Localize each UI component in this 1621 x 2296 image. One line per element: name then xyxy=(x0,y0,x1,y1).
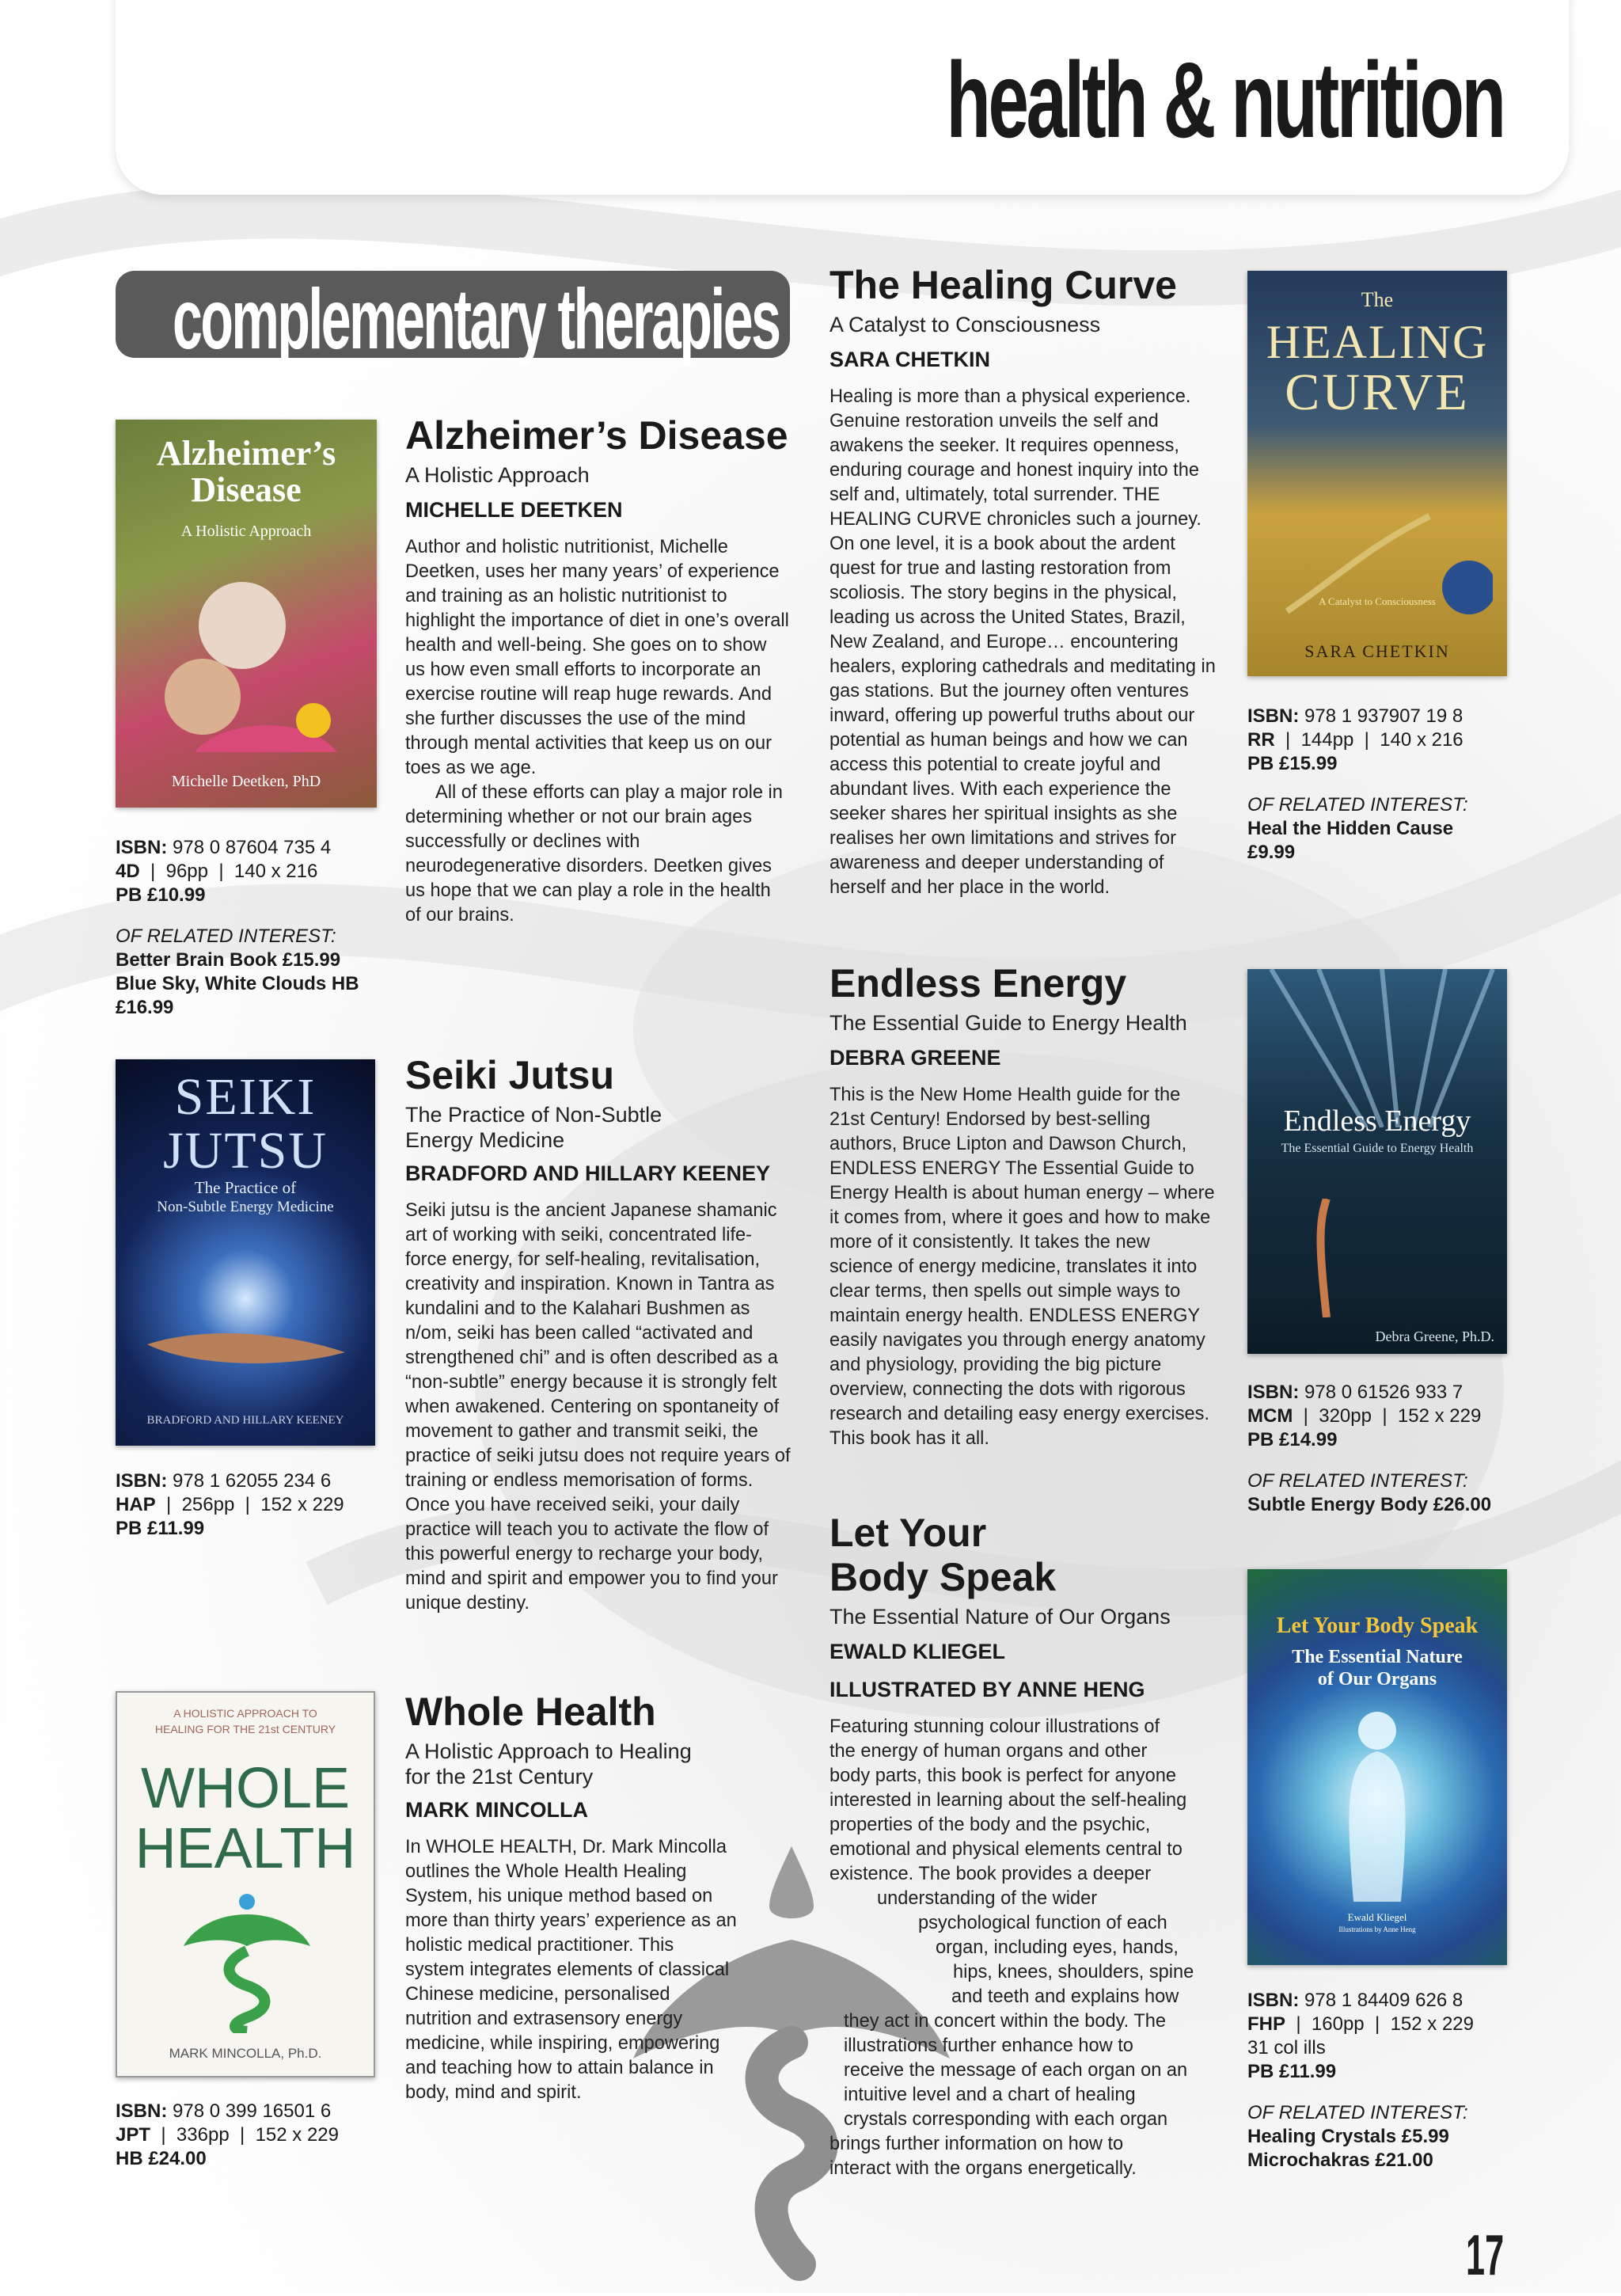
description-line: emotional and physical elements central to xyxy=(829,1839,1183,1860)
related-item: Blue Sky, White Clouds HB xyxy=(116,973,359,994)
book-author: SARA CHETKIN xyxy=(829,348,991,371)
trim-size: 152 x 229 xyxy=(1397,1405,1482,1427)
book-cover-seiki-jutsu xyxy=(116,1059,375,1446)
book-title: Endless Energy xyxy=(829,961,1127,1005)
publisher-code: JPT xyxy=(116,2124,151,2146)
page-count: 144pp xyxy=(1300,729,1354,751)
description-paragraph: All of these efforts can play a major role in determining whether or not our brain ages successfully or declines with neurodegenerative disorders. Deetken gives us hope that we can play a role in the health of our brains. xyxy=(405,782,783,926)
description-line: psychological function of each xyxy=(918,1913,1167,1933)
description-line: interact with the organs energetically. xyxy=(829,2158,1137,2179)
book-author: MARK MINCOLLA xyxy=(405,1798,588,1822)
cover-title: HEALTH xyxy=(135,1817,356,1880)
book-title: Body Speak xyxy=(829,1555,1057,1599)
description-line: body parts, this book is perfect for anyone xyxy=(829,1766,1177,1786)
isbn-value: 978 0 87604 735 4 xyxy=(173,837,332,858)
book-subtitle: A Holistic Approach to Healing for the 21st Century xyxy=(405,1739,692,1789)
isbn-label: ISBN: xyxy=(116,1470,168,1492)
description-line: Featuring stunning colour illustrations of xyxy=(829,1716,1160,1737)
related-item: Heal the Hidden Cause xyxy=(1247,818,1454,839)
book-title: Seiki Jutsu xyxy=(405,1053,614,1097)
description-line: illustrations further enhance how to xyxy=(844,2036,1133,2056)
book-subtitle: The Practice of Non-Subtle Energy Medicine xyxy=(405,1103,662,1152)
cover-title: CURVE xyxy=(1285,363,1470,421)
cover-title: HEALING xyxy=(1266,316,1489,368)
description-paragraph: Healing is more than a physical experience. Genuine restoration unveils the self and awakens the seeker. It requires openness, enduring courage and honest inquiry into the self and, ultimately, total surrender. THE HEALING CURVE chronicles such a journey. On one level, it is a book about the ardent quest for true and lasting restoration from scoliosis. The story begins in the physical, leading us across the United States, Brazil, New Zealand, and Europe… encountering healers, exploring cathedrals and meditating in gas stations. But the journey often ventures inward, offering up powerful truths about our potential as human beings and how we can access this potential to create joyful and abundant lives. With each experience the seeker shares her spiritual insights as she realises her own limitations and strives for awareness and deeper understanding of herself and her place in the world. xyxy=(829,386,1216,898)
cover-tagline: A HOLISTIC APPROACH TO xyxy=(173,1707,317,1720)
book-illustrator: ILLUSTRATED BY ANNE HENG xyxy=(829,1678,1145,1701)
cover-title: Endless Energy xyxy=(1283,1104,1471,1138)
book-author: BRADFORD AND HILLARY KEENEY xyxy=(405,1161,771,1185)
description-line: and teeth and explains how xyxy=(951,1986,1179,2007)
cover-author: Debra Greene, Ph.D. xyxy=(1375,1329,1494,1344)
description-line: the energy of human organs and other xyxy=(829,1741,1148,1762)
description-line: brings further information on how to xyxy=(829,2134,1124,2154)
book-subtitle: A Holistic Approach xyxy=(405,463,590,487)
description-paragraph: Author and holistic nutritionist, Michelle Deetken, uses her many years’ of experience and training as an holistic nutritionist to highlight the importance of diet in one’s overall health and well-being. She goes on to show us how even small efforts to incorporate an exercise routine will reap huge rewards. And she further discusses the use of the mind through mental activities that keep us on our toes as we age. xyxy=(405,537,789,778)
book-description xyxy=(829,385,1217,900)
cover-title: Alzheimer’s Disease xyxy=(156,434,336,509)
format-price: PB £14.99 xyxy=(1247,1429,1338,1450)
description-line: crystals corresponding with each organ xyxy=(844,2109,1168,2130)
cover-author: BRADFORD AND HILLARY KEENEY xyxy=(146,1414,344,1427)
related-item: Healing Crystals £5.99 xyxy=(1247,2126,1449,2147)
book-title: Whole Health xyxy=(405,1690,656,1734)
cover-title: JUTSU xyxy=(162,1122,328,1180)
caduceus-icon xyxy=(184,1891,310,2033)
section-title: complementary therapies xyxy=(173,271,780,367)
cover-title: The xyxy=(1361,288,1394,311)
description-paragraph: In WHOLE HEALTH, Dr. Mark Mincolla outlines the Whole Health Healing System, his unique method based on more than thirty years’ experience as an holistic medical practitioner. This system integrates elements of classical Chinese medicine, personalised nutrition and extrasensory energy medicine, while inspiring, empowering and teaching how to attain balance in body, mind and spirit. xyxy=(405,1837,737,2103)
book-title: The Healing Curve xyxy=(829,263,1177,307)
book-description xyxy=(405,1199,793,1616)
description-line: understanding of the wider xyxy=(877,1888,1098,1909)
description-line: hips, knees, shoulders, spine xyxy=(953,1962,1194,1982)
book-cover-endless-energy xyxy=(1247,969,1507,1354)
book-title: Let Your xyxy=(829,1511,987,1555)
isbn-line xyxy=(116,2100,339,2123)
cover-subtitle: Non-Subtle Energy Medicine xyxy=(157,1199,334,1215)
book-cover-healing-curve xyxy=(1247,271,1507,676)
cover-illustrator: Illustrations by Anne Heng xyxy=(1338,1925,1416,1933)
description-line: properties of the body and the psychic, xyxy=(829,1815,1151,1835)
page-count: 96pp xyxy=(165,861,208,882)
trim-size: 152 x 229 xyxy=(260,1494,344,1515)
book-cover-alzheimers xyxy=(116,420,377,808)
description-line: intuitive level and a chart of healing xyxy=(844,2085,1136,2105)
book-author: MICHELLE DEETKEN xyxy=(405,498,623,522)
cover-subtitle: The Essential Nature xyxy=(1292,1647,1463,1667)
related-item: £16.99 xyxy=(116,997,174,1018)
book-info xyxy=(1247,1989,1474,2172)
cover-subtitle: The Essential Guide to Energy Health xyxy=(1281,1142,1474,1155)
book-subtitle: The Essential Guide to Energy Health xyxy=(829,1011,1187,1035)
related-interest-label: OF RELATED INTEREST: xyxy=(116,926,336,947)
illustration-count: 31 col ills xyxy=(1247,2037,1326,2058)
cover-illustration xyxy=(1295,1199,1358,1317)
format-price: PB £15.99 xyxy=(1247,753,1338,774)
publication-line: MCM | 320pp | 152 x 229 xyxy=(1247,1405,1482,1427)
cover-author: MARK MINCOLLA, Ph.D. xyxy=(169,2046,322,2061)
page-number: 17 xyxy=(1465,2224,1504,2287)
description-paragraph: Seiki jutsu is the ancient Japanese shamanic art of working with seiki, concentrated life-force energy, for self-healing, revitalisation, creativity and inspiration. Known in Tantra as kundalini and to the Kalahari Bushmen as n/om, seiki has been called “activated and strengthened chi” and is often described as a “non-subtle” energy because it is strongly felt when awakened. Centering on spontaneity of movement to gather and transmit seiki, the practice of seiki jutsu does not require years of training or endless memorisation of forms. Once you have received seiki, your daily practice will teach you to activate the flow of this powerful energy to recharge your body, mind and spirit and empower you to find your unique destiny. xyxy=(405,1200,791,1614)
book-title: Alzheimer’s Disease xyxy=(405,413,788,458)
trim-size: 152 x 229 xyxy=(1390,2013,1474,2035)
cover-illustration xyxy=(147,562,345,768)
related-item: Subtle Energy Body £26.00 xyxy=(1247,1494,1492,1515)
cover-author: Ewald Kliegel xyxy=(1347,1911,1407,1923)
isbn-label: ISBN: xyxy=(1247,1382,1300,1403)
cover-subtitle: The Practice of xyxy=(194,1178,297,1197)
book-info xyxy=(116,836,359,1020)
isbn-line xyxy=(116,1469,344,1493)
book-cover-let-your-body-speak xyxy=(1247,1569,1507,1965)
cover-title: WHOLE xyxy=(140,1757,351,1820)
cover-author: Michelle Deetken, PhD xyxy=(171,773,321,790)
book-author: EWALD KLIEGEL xyxy=(829,1640,1005,1663)
cover-title: SEIKI xyxy=(174,1068,317,1126)
cover-illustration xyxy=(147,1297,353,1376)
trim-size: 140 x 216 xyxy=(1380,729,1463,751)
isbn-line xyxy=(1247,705,1468,728)
page-category-title: health & nutrition xyxy=(946,40,1504,160)
related-interest-label: OF RELATED INTEREST: xyxy=(1247,2102,1468,2123)
isbn-label: ISBN: xyxy=(116,2100,168,2122)
cover-subtitle: A Holistic Approach xyxy=(180,523,312,540)
format-price: HB £24.00 xyxy=(116,2148,207,2169)
description-line: they act in concert within the body. The xyxy=(844,2011,1167,2032)
description-line: interested in learning about the self-healing xyxy=(829,1790,1187,1811)
isbn-value: 978 1 84409 626 8 xyxy=(1304,1990,1463,2011)
isbn-label: ISBN: xyxy=(1247,705,1300,727)
page-count: 320pp xyxy=(1319,1405,1372,1427)
description-line: existence. The book provides a deeper xyxy=(829,1864,1152,1884)
book-description xyxy=(405,535,790,928)
book-description xyxy=(405,1835,738,2105)
isbn-line xyxy=(1247,1989,1474,2013)
book-subtitle: The Essential Nature of Our Organs xyxy=(829,1605,1171,1629)
human-figure-icon xyxy=(1330,1704,1425,1910)
page-count: 336pp xyxy=(176,2124,230,2146)
isbn-label: ISBN: xyxy=(116,837,168,858)
isbn-value: 978 1 62055 234 6 xyxy=(173,1470,332,1492)
page-count: 160pp xyxy=(1311,2013,1365,2035)
cover-author: SARA CHETKIN xyxy=(1304,641,1450,661)
related-item: £9.99 xyxy=(1247,842,1296,863)
publication-line: FHP | 160pp | 152 x 229 xyxy=(1247,2013,1474,2035)
publisher-code: RR xyxy=(1247,729,1275,751)
book-info xyxy=(1247,1381,1491,1517)
book-description xyxy=(829,1715,1225,2181)
related-interest-label: OF RELATED INTEREST: xyxy=(1247,794,1468,815)
trim-size: 140 x 216 xyxy=(233,861,318,882)
description-paragraph: This is the New Home Health guide for the 21st Century! Endorsed by best-selling authors, Bruce Lipton and Dawson Church, ENDLESS ENERGY The Essential Guide to Energy Health is about human energy – where it comes from, where it goes and how to make more of it consistently. It takes the new science of energy medicine, translates it into clear terms, then spells out simple ways to maintain energy health. ENDLESS ENERGY easily navigates you through energy anatomy and physiology, providing the big picture overview, connecting the dots with rigorous research and detailing easy energy exercises. This book has it all. xyxy=(829,1085,1215,1449)
publication-line: 4D | 96pp | 140 x 216 xyxy=(116,861,318,882)
publication-line: HAP | 256pp | 152 x 229 xyxy=(116,1494,344,1515)
book-author: DEBRA GREENE xyxy=(829,1046,1001,1070)
page-count: 256pp xyxy=(181,1494,235,1515)
isbn-value: 978 1 937907 19 8 xyxy=(1304,705,1463,727)
format-price: PB £11.99 xyxy=(116,1518,205,1539)
book-description xyxy=(829,1083,1217,1451)
isbn-line xyxy=(1247,1381,1491,1405)
description-line: organ, including eyes, hands, xyxy=(936,1937,1179,1958)
book-cover-whole-health xyxy=(116,1691,375,2077)
cover-subtitle: of Our Organs xyxy=(1317,1669,1437,1690)
isbn-value: 978 0 399 16501 6 xyxy=(173,2100,332,2122)
publication-line: JPT | 336pp | 152 x 229 xyxy=(116,2124,339,2146)
description-line: receive the message of each organ on an xyxy=(844,2060,1188,2081)
book-info xyxy=(116,2100,339,2171)
cover-tagline: A Catalyst to Consciousness xyxy=(1319,595,1436,607)
book-info xyxy=(116,1469,344,1541)
publication-line: RR | 144pp | 140 x 216 xyxy=(1247,729,1463,751)
isbn-value: 978 0 61526 933 7 xyxy=(1304,1382,1463,1403)
cover-tagline: HEALING FOR THE 21st CENTURY xyxy=(154,1723,336,1735)
cover-title: Let Your Body Speak xyxy=(1276,1614,1479,1638)
trim-size: 152 x 229 xyxy=(255,2124,339,2146)
book-subtitle: A Catalyst to Consciousness xyxy=(829,313,1101,336)
publisher-code: 4D xyxy=(116,861,140,882)
related-interest-label: OF RELATED INTEREST: xyxy=(1247,1470,1468,1492)
publisher-code: HAP xyxy=(116,1494,156,1515)
isbn-label: ISBN: xyxy=(1247,1990,1300,2011)
isbn-line xyxy=(116,836,359,860)
section-heading xyxy=(116,271,790,367)
format-price: PB £10.99 xyxy=(116,884,206,906)
publisher-code: FHP xyxy=(1247,2013,1285,2035)
related-item: Microchakras £21.00 xyxy=(1247,2150,1433,2171)
related-item: Better Brain Book £15.99 xyxy=(116,949,341,971)
book-info xyxy=(1247,705,1468,865)
publisher-code: MCM xyxy=(1247,1405,1293,1427)
format-price: PB £11.99 xyxy=(1247,2061,1337,2082)
